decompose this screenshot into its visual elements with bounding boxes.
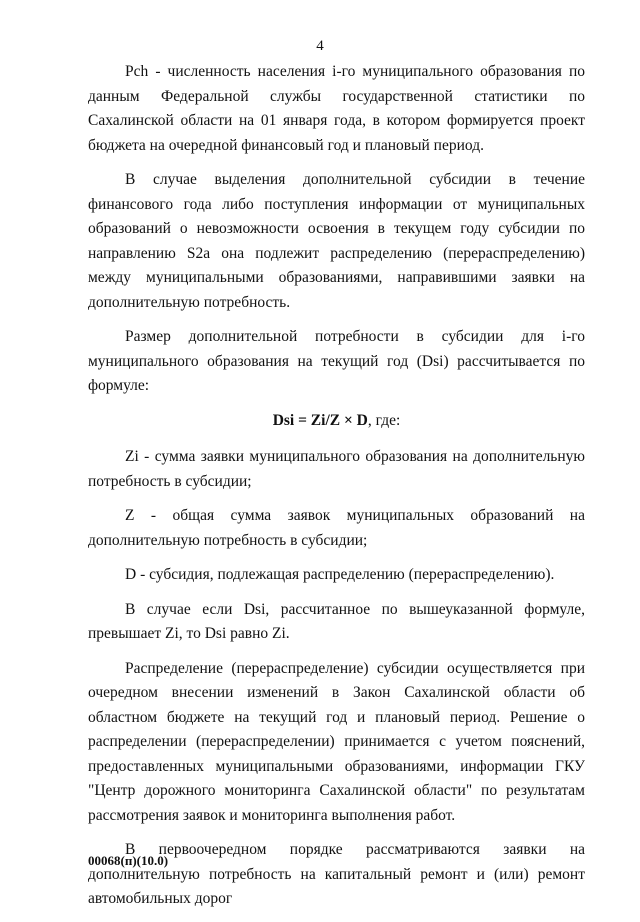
paragraph-additional-subsidy: В случае выделения дополнительной субсидии в течение финансового года либо поступления информации от муниципальных образований о невозможности освоения в текущем году субсидии по направлению S2a она подлежит распределению (перераспределению) между муниципальными образованиями, направившими заявки на дополнительную потребность. — [88, 171, 585, 311]
document-body — [88, 60, 585, 922]
paragraph-additional-need: Размер дополнительной потребности в субсидии для i-го муниципального образования на текущий год (Dsi) рассчитывается по формуле: — [88, 328, 585, 394]
formula-expression: Dsi = Zi/Z × D — [272, 411, 368, 429]
paragraph-z-definition: Z - общая сумма заявок муниципальных образований на дополнительную потребность в субсидии; — [88, 507, 585, 549]
paragraph-priority: В первоочередном порядке рассматриваются заявки на дополнительную потребность на капитальный ремонт и (или) ремонт автомобильных дорог — [88, 841, 585, 907]
page-number: 4 — [316, 38, 324, 54]
paragraph-dsi-limit: В случае если Dsi, рассчитанное по вышеуказанной формуле, превышает Zi, то Dsi равно Zi. — [88, 600, 585, 642]
paragraph-d-definition: D - субсидия, подлежащая распределению (перераспределению). — [125, 566, 555, 583]
paragraph-redistribution: Распределение (перераспределение) субсидии осуществляется при очередном внесении изменений в Закон Сахалинской области об областном бюджете на текущий год и плановый период. Решение о распределении (перераспределении) принимается с учетом пояснений, предоставленных муниципальными образованиями, информации ГКУ "Центр дорожного мониторинга Сахалинской области" по результатам рассмотрения заявок и мониторинга выполнения работ. — [88, 659, 585, 824]
formula-suffix: , где: — [367, 411, 401, 429]
formula — [88, 409, 585, 434]
paragraph-zi-definition: Zi - сумма заявки муниципального образования на дополнительную потребность в субсидии; — [88, 448, 585, 490]
paragraph-pch-definition: Pch - численность населения i-го муниципального образования по данным Федеральной службы государственной статистики по Сахалинской области на 01 января года, в котором формируется проект бюджета на очередной финансовый год и плановый период. — [88, 63, 585, 154]
document-code: 00068(п)(10.0) — [88, 853, 169, 868]
